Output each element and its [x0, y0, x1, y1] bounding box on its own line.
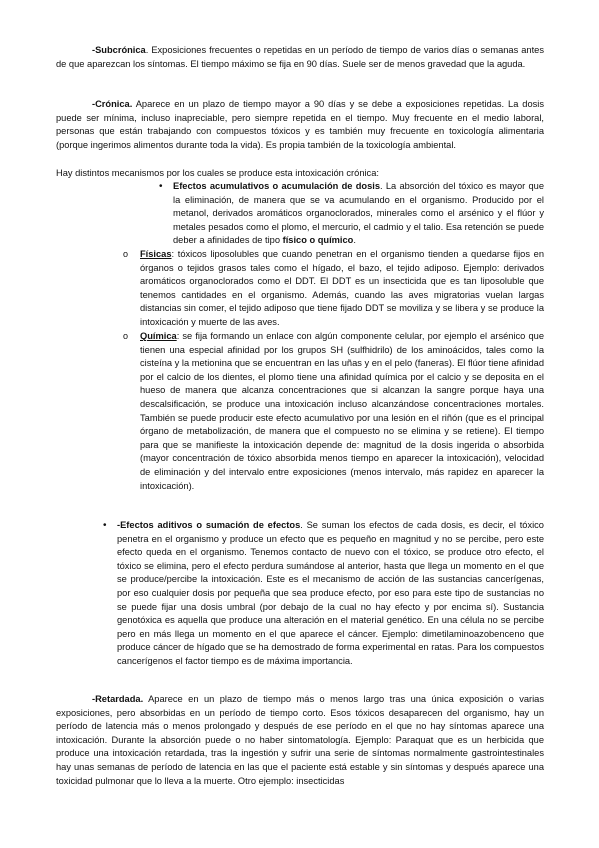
acumulativos-text: . La absorción del tóxico es mayor que la eliminación, de manera que se va acumulando en el organismo. Producido por el metanol, derivados aromáticos organoclorados, minerales como el arsénico y el flúor y metales pesados como el plomo, el mercurio, el cadmio y el talio. Esa retención se puede deber a afinidades de tipo — [173, 181, 544, 246]
acumulativos-paragraph — [173, 180, 544, 248]
aditivos-paragraph — [117, 519, 544, 669]
mecanismos-intro: Hay distintos mecanismos por los cuales se produce esta intoxicación crónica: — [56, 168, 379, 178]
cronica-heading: -Crónica. — [92, 99, 133, 109]
subcronica-text: . Exposiciones frecuentes o repetidas en un período de tiempo de varios días o semanas antes de que aparezcan los síntomas. El tiempo máximo se fija en 90 días. Suele ser de menos gravedad que la aguda. — [56, 45, 544, 69]
retardada-text: Aparece en un plazo de tiempo más o menos largo tras una única exposición o varias exposiciones, pero absorbidas en un período de tiempo corto. Esos tóxicos desaparecen del organismo, hay un período de latencia más o menos prolongado y después de ese período en el que no hay síntomas aparece una intoxicación. Durante la absorción puede o no haber sintomatología. Ejemplo: Paraquat que es un herbicida que produce una intoxicación retardada, tras la ingestión y sufrir una serie de síntomas normalmente gastrointestinales hay unas semanas de período de latencia en las que el paciente está estable y sin síntomas y después aparece una toxicidad pulmonar que lo lleva a la muerte. Otro ejemplo: insecticidas — [56, 694, 544, 786]
acumulativos-text-end: . — [353, 235, 356, 246]
bullet-fisicas: o — [123, 249, 129, 259]
subcronica-heading: -Subcrónica — [92, 45, 146, 55]
cronica-text: Aparece en un plazo de tiempo mayor a 90 días y se debe a exposiciones repetidas. La dosis puede ser mínima, incluso inapreciable, pero siempre repetida en el tiempo. Muy frecuente en el medio laboral, personas que están trabajando con compuestos tóxicos y es también muy frecuente en toxicología alimentaria (porque ingerimos alimentos durante toda la vida). Es propia también de la toxicología ambiental. — [56, 99, 544, 150]
fisicas-paragraph — [140, 248, 544, 330]
fisicas-heading: Físicas — [140, 249, 172, 259]
quimica-text: : se fija formando un enlace con algún componente celular, por ejemplo el arsénico que tienen una especial afinidad por los grupos SH (sulfhidrilo) de los aminoácidos, tales como la cisteína y la metionina que se encuentran en las uñas y en el pelo (faneras). El flúor tiene afinidad por el calcio de los dientes, el plomo tiene una afinidad química por el calcio y se deposita en el hueso de manera que alcanza concentraciones que si alcanzan la sangre porque haya una descalsificación, se produce una intoxicación incluso alcanzándose concentraciones mortales. También se puede producir este efecto acumulativo por una lesión en el riñón (que es el principal órgano de metabolización, de manera que el compuesto no se elimina y se retiene). El tiempo para que se manifieste la intoxicación depende de: magnitud de la dosis ingerida o absorbida (mayor concentración de tóxico absorbida menos tiempo en aparecer la intoxicación), velocidad de eliminación y del intervalo entre exposiciones (menos intervalo, más rapidez en aparecer la intoxicación). — [140, 331, 544, 491]
bullet-acumulativos: • — [159, 181, 163, 192]
subcronica-paragraph — [56, 44, 544, 71]
retardada-paragraph — [56, 693, 544, 788]
quimica-heading: Química — [140, 331, 177, 341]
cronica-paragraph — [56, 98, 544, 152]
aditivos-heading: -Efectos aditivos o sumación de efectos — [117, 520, 301, 530]
aditivos-text: . Se suman los efectos de cada dosis, es decir, el tóxico penetra en el organismo y produce un efecto que es pequeño en magnitud y no se percibe, pero este efecto queda en el organismo. Tenemos contacto de nuevo con el tóxico, se produce otro efecto, el tóxico se elimina, pero el efecto perdura sumándose al anterior, hasta que llega un momento en el que se produce/percibe la intoxicación. Este es el mecanismo de acción de las sustancias cancerígenas, por eso cualquier dosis por pequeña que sea produce efecto, por eso para este tipo de sustancias no se puede fijar una dosis umbral (por debajo de la cual no hay efecto y por encima sí). Sustancia genotóxica es aquella que produce una alteración en el material genético. En una célula no se percibe pero en más llega un momento en el que aparece el cáncer. Ejemplo: dimetilaminoazobenceno que produce cáncer de hígado que se ha demostrado de forma experimental en ratas. Para los compuestos cancerígenos el factor tiempo es de máxima importancia. — [117, 520, 544, 666]
quimica-paragraph — [140, 330, 544, 493]
bullet-quimica: o — [123, 331, 129, 341]
retardada-heading: -Retardada. — [92, 694, 144, 704]
afinidad-tipo: físico o químico — [282, 235, 354, 246]
acumulativos-heading: Efectos acumulativos o acumulación de dosis — [173, 181, 380, 191]
fisicas-text: : tóxicos liposolubles que cuando penetran en el organismo tienden a quedarse fijos en órganos o tejidos grasos tales como el hígado, el bazo, el tejido adiposo. Ejemplo: derivados aromáticos organoclorados como el DDT. El DDT es un insecticida que es tan liposoluble que tenemos cantidades en el organismo. Además, cuando las aves migratorias vuelan largas distancias sin comer, el tejido adiposo que tiene fijado DDT se moviliza y se libera y se produce la intoxicación y muerte de las aves. — [140, 249, 544, 327]
bullet-aditivos: • — [103, 520, 107, 531]
